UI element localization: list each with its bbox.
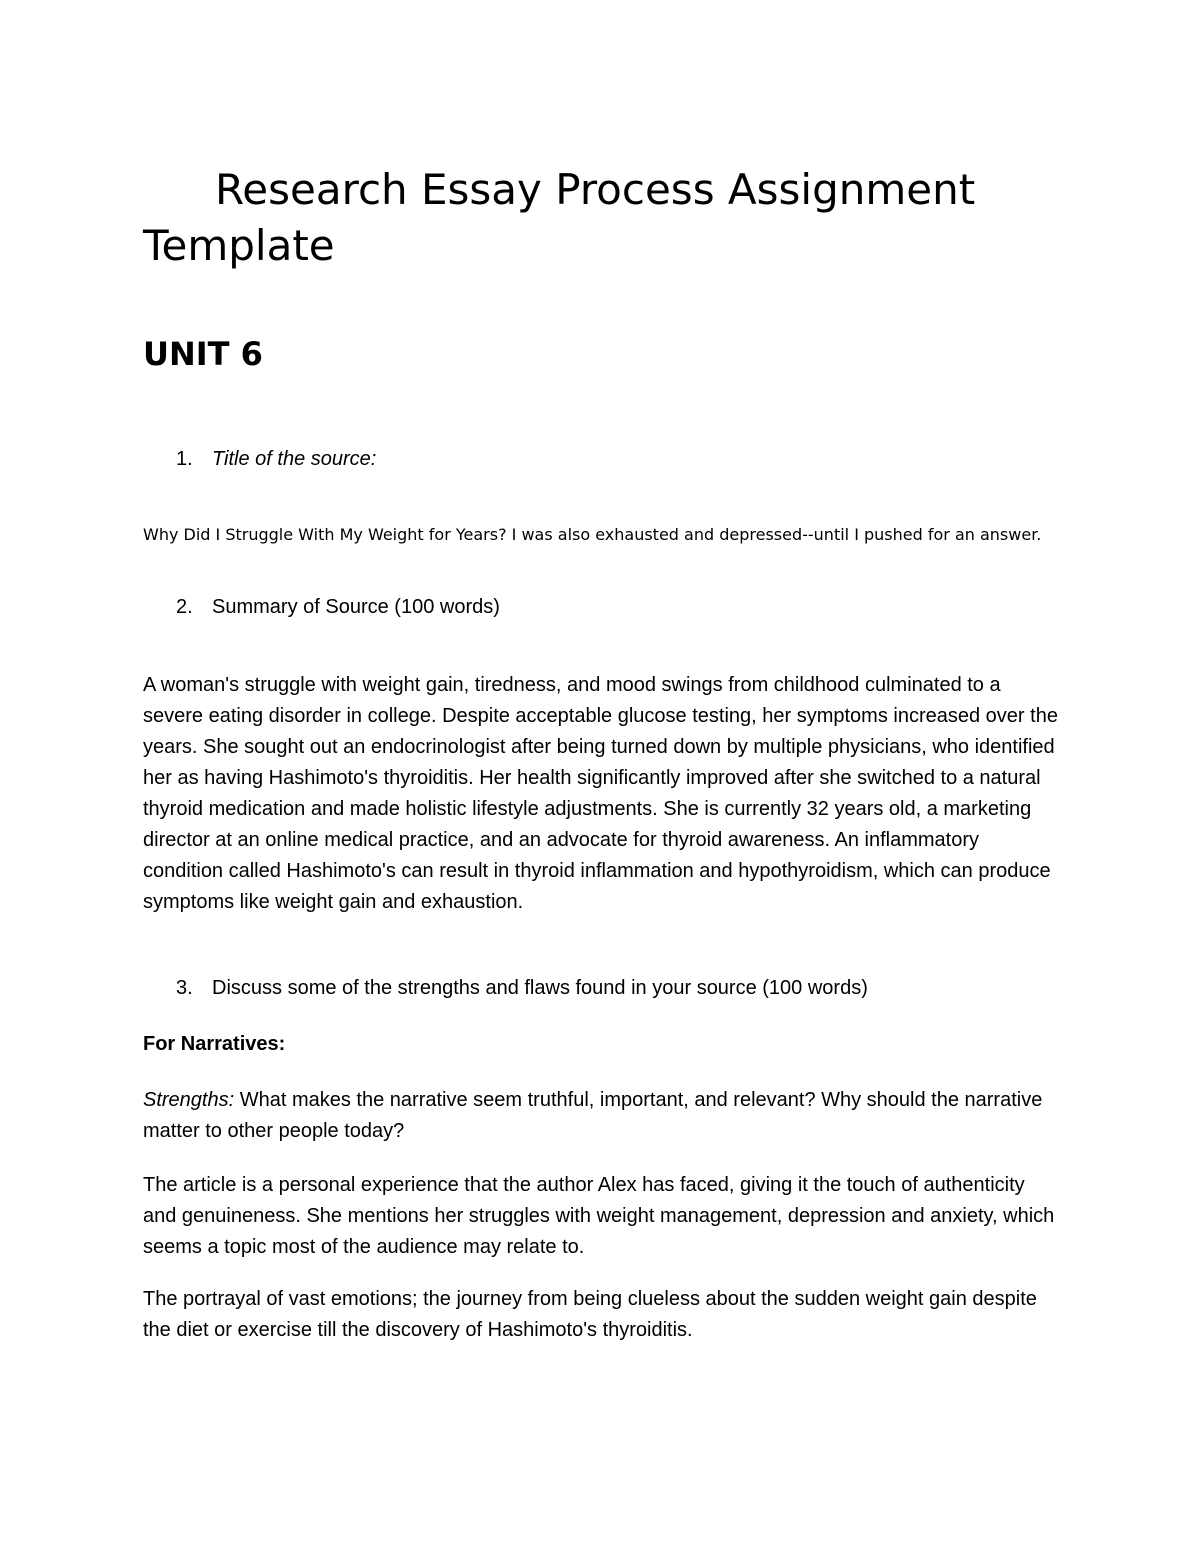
paragraph-emotions: The portrayal of vast emotions; the journey from being clueless about the sudden weight gain despite the diet or exercise till the discovery of Hashimoto's thyroiditis. xyxy=(143,1288,1037,1341)
strengths-prompt-text: What makes the narrative seem truthful, important, and relevant? Why should the narrative matter to other people today? xyxy=(143,1089,1043,1142)
question-1 xyxy=(176,444,376,475)
strengths-label: Strengths: xyxy=(143,1089,235,1111)
paragraph-authenticity: The article is a personal experience that the author Alex has faced, giving it the touch of authenticity and genuineness. She mentions her struggles with weight management, depression and anxiety, which seems a topic most of the audience may relate to. xyxy=(143,1174,1055,1258)
question-3-number: 3. xyxy=(176,977,193,999)
unit-heading: UNIT 6 xyxy=(143,335,263,373)
question-2 xyxy=(176,592,500,623)
narratives-heading-text: For Narratives: xyxy=(143,1033,286,1055)
question-3-label: Discuss some of the strengths and flaws found in your source (100 words) xyxy=(212,977,868,999)
source-title: Why Did I Struggle With My Weight for Years? I was also exhausted and depressed--until I pushed for an answer. xyxy=(143,525,1042,544)
strengths-prompt xyxy=(143,1085,1063,1147)
question-3 xyxy=(176,973,868,1004)
question-2-number: 2. xyxy=(176,596,193,618)
question-1-label: Title of the source: xyxy=(212,448,377,470)
question-2-label: Summary of Source (100 words) xyxy=(212,596,500,618)
narratives-heading xyxy=(143,1029,1063,1060)
summary-paragraph: A woman's struggle with weight gain, tiredness, and mood swings from childhood culminated to a severe eating disorder in college. Despite acceptable glucose testing, her symptoms increased over the years. She sought out an endocrinologist after being turned down by multiple physicians, who identified her as having Hashimoto's thyroiditis. Her health significantly improved after she switched to a natural thyroid medication and made holistic lifestyle adjustments. She is currently 32 years old, a marketing director at an online medical practice, and an advocate for thyroid awareness. An inflammatory condition called Hashimoto's can result in thyroid inflammation and hypothyroidism, which can produce symptoms like weight gain and exhaustion. xyxy=(143,674,1058,913)
document-title-text: Research Essay Process Assignment Template xyxy=(143,165,976,270)
question-1-number: 1. xyxy=(176,448,193,470)
document-title xyxy=(143,162,1063,274)
